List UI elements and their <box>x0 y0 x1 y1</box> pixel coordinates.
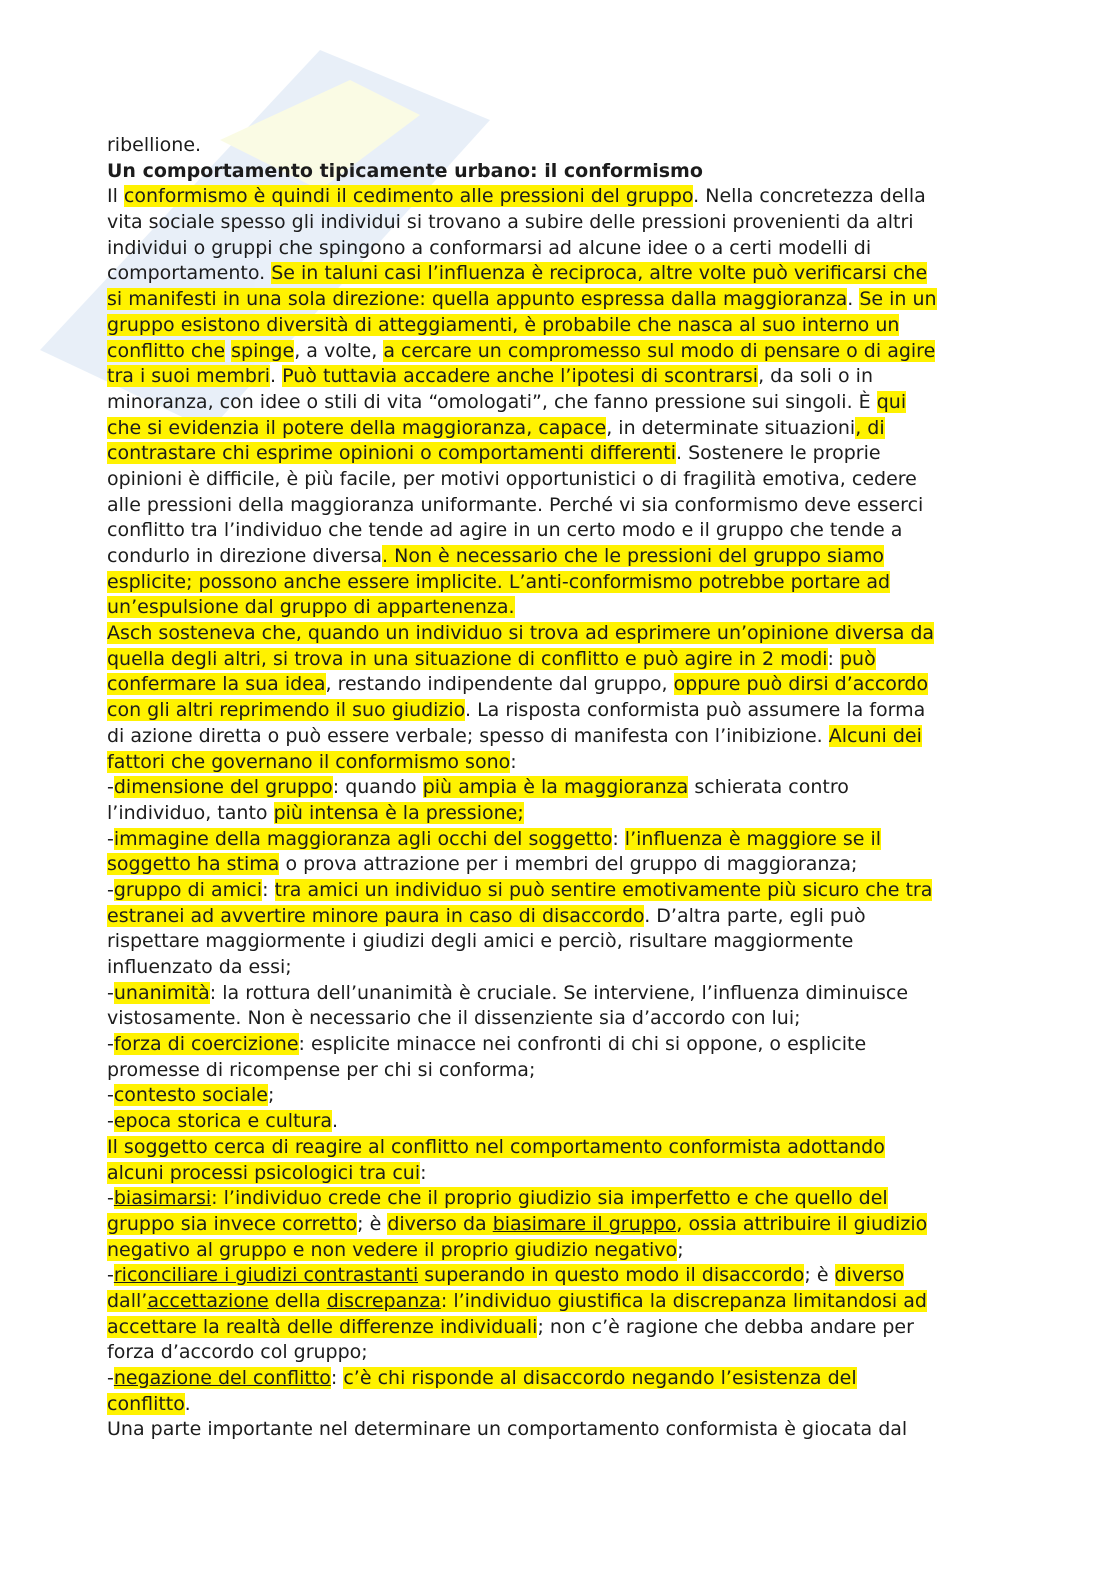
highlighted-text: , ossia attribuire il giudizio <box>676 1212 928 1235</box>
text-run: . La risposta conformista può assumere la forma <box>464 699 926 722</box>
highlighted-text: conformismo è quindi il cedimento alle pressioni del gruppo <box>123 185 694 208</box>
text-line <box>107 827 1007 853</box>
highlighted-text: confermare la sua idea <box>107 673 326 696</box>
text-run: : <box>827 647 840 670</box>
text-line <box>107 1135 1007 1161</box>
text-line <box>107 878 1007 904</box>
highlighted-text: superando in questo modo il disaccordo <box>418 1264 805 1287</box>
text-line <box>107 1083 1007 1109</box>
highlighted-text: gruppo esistono diversità di atteggiamenti, è probabile che nasca al suo interno un <box>107 313 900 336</box>
text-run: : <box>262 878 275 901</box>
highlighted-text: accettare la realtà delle differenze individuali <box>107 1315 538 1338</box>
text-run: vistosamente. Non è necessario che il dissenziente sia d’accordo con lui; <box>107 1007 801 1030</box>
text-run: alle pressioni della maggioranza uniformante. Perché vi sia conformismo deve esserci <box>107 493 924 516</box>
highlighted-text: diverso da <box>387 1212 493 1235</box>
highlighted-text: biasimare il gruppo <box>492 1212 677 1235</box>
highlighted-text: discrepanza <box>326 1289 441 1312</box>
highlighted-text: negazione del conflitto <box>113 1367 331 1389</box>
highlighted-text: che si evidenzia il potere della maggioranza, capace <box>107 416 607 439</box>
text-line <box>107 1366 1007 1392</box>
text-run: - <box>107 1187 114 1210</box>
text-line <box>107 313 1007 339</box>
highlighted-text: Alcuni dei <box>828 724 922 747</box>
text-run: - <box>107 1367 114 1389</box>
highlighted-text: biasimarsi <box>113 1187 212 1210</box>
highlighted-text: dimensione del gruppo <box>113 776 333 799</box>
text-line <box>107 518 1007 544</box>
highlighted-text: spinge <box>231 339 295 362</box>
text-line <box>107 1315 1007 1341</box>
highlighted-text: unanimità <box>113 981 210 1004</box>
text-line <box>107 852 1007 878</box>
text-run: ; <box>267 1084 275 1107</box>
text-run: - <box>107 1110 114 1133</box>
text-run: ; non c’è ragione che debba andare per <box>537 1315 914 1338</box>
text-line <box>107 390 1007 416</box>
text-line <box>107 544 1007 570</box>
text-run: promesse di ricompense per chi si conforma; <box>107 1058 536 1081</box>
highlighted-text: estranei ad avvertire minore paura in caso di disaccordo <box>107 904 645 927</box>
text-run: ; è <box>357 1212 388 1235</box>
highlighted-text: riconciliare i giudizi contrastanti <box>113 1264 419 1287</box>
text-run: rispettare maggiormente i giudizi degli amici e perciò, risultare maggiormente <box>107 930 854 953</box>
text-line <box>107 416 1007 442</box>
text-run: opinioni è difficile, è più facile, per motivi opportunistici o di fragilità emotiva, cedere <box>107 467 917 490</box>
text-line <box>107 621 1007 647</box>
highlighted-text: alcuni processi psicologici tra cui <box>107 1161 421 1184</box>
highlighted-text: : l’individuo giustifica la discrepanza limitandosi ad <box>440 1289 927 1312</box>
highlighted-text: negativo al gruppo e non vedere il proprio giudizio negativo <box>107 1238 678 1261</box>
text-run: . <box>270 365 283 388</box>
text-line <box>107 929 1007 955</box>
text-run: l’individuo, tanto <box>107 801 274 824</box>
highlighted-text: diverso <box>834 1264 905 1287</box>
highlighted-text: gruppo sia invece corretto <box>107 1212 358 1235</box>
highlighted-text: Asch sosteneva che, quando un individuo si trova ad esprimere un’opinione diversa da <box>107 622 935 645</box>
highlighted-text: può <box>840 647 876 670</box>
text-line <box>107 287 1007 313</box>
text-run: , da soli o in <box>758 365 873 388</box>
text-line <box>107 1186 1007 1212</box>
text-line <box>107 904 1007 930</box>
highlighted-text: a cercare un compromesso sul modo di pensare o di agire <box>383 339 936 362</box>
text-run: : <box>510 750 517 773</box>
text-run: o prova attrazione per i membri del gruppo di maggioranza; <box>279 853 858 876</box>
text-run: - <box>107 827 114 850</box>
text-line <box>107 1238 1007 1264</box>
highlighted-text: si manifesti in una sola direzione: quella appunto espressa dalla maggioranza <box>107 288 848 311</box>
text-line <box>107 724 1007 750</box>
highlighted-text: soggetto ha stima <box>107 853 280 876</box>
text-run: . <box>184 1392 191 1415</box>
text-line <box>107 775 1007 801</box>
text-run: condurlo in direzione diversa <box>107 545 383 567</box>
highlighted-text: epoca storica e cultura <box>113 1110 332 1133</box>
text-line <box>107 1161 1007 1187</box>
text-run: : <box>612 827 625 850</box>
highlighted-text: accettazione <box>147 1289 269 1312</box>
text-run: : esplicite minacce nei confronti di chi si oppone, o esplicite <box>298 1033 867 1056</box>
text-run: Una parte importante nel determinare un comportamento conformista è giocata dal <box>107 1418 908 1441</box>
highlighted-text: più intensa è la pressione; <box>273 801 524 824</box>
text-run: . Nella concretezza della <box>693 185 926 208</box>
text-line <box>107 159 1007 185</box>
text-line <box>107 493 1007 519</box>
highlighted-text: gruppo di amici <box>113 878 263 901</box>
text-line <box>107 1058 1007 1084</box>
highlighted-text: contesto sociale <box>113 1084 268 1107</box>
text-run: forza d’accordo col gruppo; <box>107 1341 368 1364</box>
text-line <box>107 236 1007 262</box>
highlighted-text: quella degli altri, si trova in una situazione di conflitto e può agire in 2 modi <box>107 647 828 670</box>
text-line <box>107 672 1007 698</box>
text-line <box>107 467 1007 493</box>
highlighted-text: fattori che governano il conformismo sono <box>107 750 511 773</box>
text-line <box>107 750 1007 776</box>
text-run: : <box>420 1161 427 1184</box>
text-run: Il <box>107 185 124 208</box>
highlighted-text: immagine della maggioranza agli occhi del soggetto <box>113 827 613 850</box>
text-run: minoranza, con idee o stili di vita “omologati”, che fanno pressione sui singoli. È <box>107 390 877 413</box>
text-run: : <box>330 1367 344 1389</box>
highlighted-text: , di <box>855 416 885 439</box>
text-line <box>107 364 1007 390</box>
highlighted-text: forza di coercizione <box>113 1033 299 1056</box>
text-run: . D’altra parte, egli può <box>644 904 866 927</box>
highlighted-text: con gli altri reprimendo il suo giudizio <box>107 699 465 722</box>
text-line <box>107 133 1007 159</box>
text-line <box>107 698 1007 724</box>
highlighted-text: esplicite; possono anche essere implicite. L’anti-conformismo potrebbe portare ad <box>107 570 891 593</box>
highlighted-text: un’espulsione dal gruppo di appartenenza. <box>107 596 515 619</box>
highlighted-text: qui <box>876 390 907 413</box>
text-run: ; è <box>804 1264 835 1287</box>
text-line <box>107 1006 1007 1032</box>
text-line <box>107 955 1007 981</box>
text-run: , a volte, <box>294 339 384 362</box>
text-run: - <box>107 878 114 901</box>
section-heading: Un comportamento tipicamente urbano: il conformismo <box>107 159 703 182</box>
text-run: individui o gruppi che spingono a conformarsi ad alcune idee o a certi modelli di <box>107 236 872 259</box>
text-line <box>107 1109 1007 1135</box>
text-run: . Sostenere le proprie <box>676 442 881 465</box>
text-run: - <box>107 776 114 799</box>
highlighted-text: dall’ <box>107 1289 148 1312</box>
text-run: vita sociale spesso gli individui si trovano a subire delle pressioni provenienti da altri <box>107 211 914 234</box>
highlighted-text: Se in un <box>859 288 937 311</box>
text-line <box>107 261 1007 287</box>
text-line <box>107 647 1007 673</box>
text-run: ribellione. <box>107 134 202 156</box>
highlighted-text: della <box>268 1289 327 1312</box>
text-run: , restando indipendente dal gruppo, <box>325 673 674 696</box>
highlighted-text: tra amici un individuo si può sentire emotivamente più sicuro che tra <box>274 878 933 901</box>
text-run: - <box>107 981 114 1004</box>
highlighted-text: contrastare chi esprime opinioni o comportamenti differenti <box>107 442 676 465</box>
text-line <box>107 595 1007 621</box>
highlighted-text: : <box>211 1187 224 1210</box>
text-run: di azione diretta o può essere verbale; spesso di manifesta con l’inibizione. <box>107 724 829 747</box>
highlighted-text: . Non è necessario che le pressioni del gruppo siamo <box>382 545 884 567</box>
text-line <box>107 1212 1007 1238</box>
text-run: , in determinate situazioni <box>606 416 856 439</box>
text-line <box>107 1340 1007 1366</box>
text-run: influenzato da essi; <box>107 956 292 978</box>
text-line <box>107 441 1007 467</box>
highlighted-text: Può tuttavia accadere anche l’ipotesi di scontrarsi <box>282 365 759 388</box>
text-run: comportamento. <box>107 262 272 285</box>
highlighted-text: più ampia è la maggioranza <box>422 776 689 799</box>
text-run: conflitto tra l’individuo che tende ad agire in un certo modo e il gruppo che tende a <box>107 519 903 542</box>
highlighted-text: conflitto <box>107 1392 185 1415</box>
highlighted-text: conflitto che <box>107 339 226 362</box>
text-run: . <box>332 1110 339 1133</box>
highlighted-text: Se in taluni casi l’influenza è reciproca, altre volte può verificarsi che <box>271 262 928 285</box>
text-line <box>107 210 1007 236</box>
text-run: ; <box>677 1238 684 1261</box>
text-run: - <box>107 1264 114 1287</box>
text-line <box>107 1289 1007 1315</box>
text-run: - <box>107 1084 114 1107</box>
text-line <box>107 1392 1007 1418</box>
text-line <box>107 339 1007 365</box>
text-run: . <box>847 288 860 311</box>
highlighted-text: Il soggetto cerca di reagire al conflitto nel comportamento conformista adottando <box>107 1135 885 1158</box>
text-line <box>107 981 1007 1007</box>
highlighted-text: l’individuo crede che il proprio giudizio sia imperfetto e che quello del <box>223 1187 888 1210</box>
text-run: : quando <box>332 776 423 799</box>
highlighted-text: c’è chi risponde al disaccordo negando l’esistenza del <box>343 1367 857 1389</box>
highlighted-text: oppure può dirsi d’accordo <box>673 673 929 696</box>
text-line <box>107 1032 1007 1058</box>
highlighted-text: tra i suoi membri <box>107 365 271 388</box>
text-line <box>107 570 1007 596</box>
text-line <box>107 801 1007 827</box>
document-body <box>107 133 1007 1443</box>
highlighted-text: l’influenza è maggiore se il <box>624 827 882 850</box>
text-line <box>107 1263 1007 1289</box>
text-run: : la rottura dell’unanimità è cruciale. Se interviene, l’influenza diminuisce <box>209 981 909 1004</box>
text-line <box>107 1417 1007 1443</box>
text-run: - <box>107 1033 114 1056</box>
text-run: schierata contro <box>688 776 849 799</box>
text-line <box>107 184 1007 210</box>
